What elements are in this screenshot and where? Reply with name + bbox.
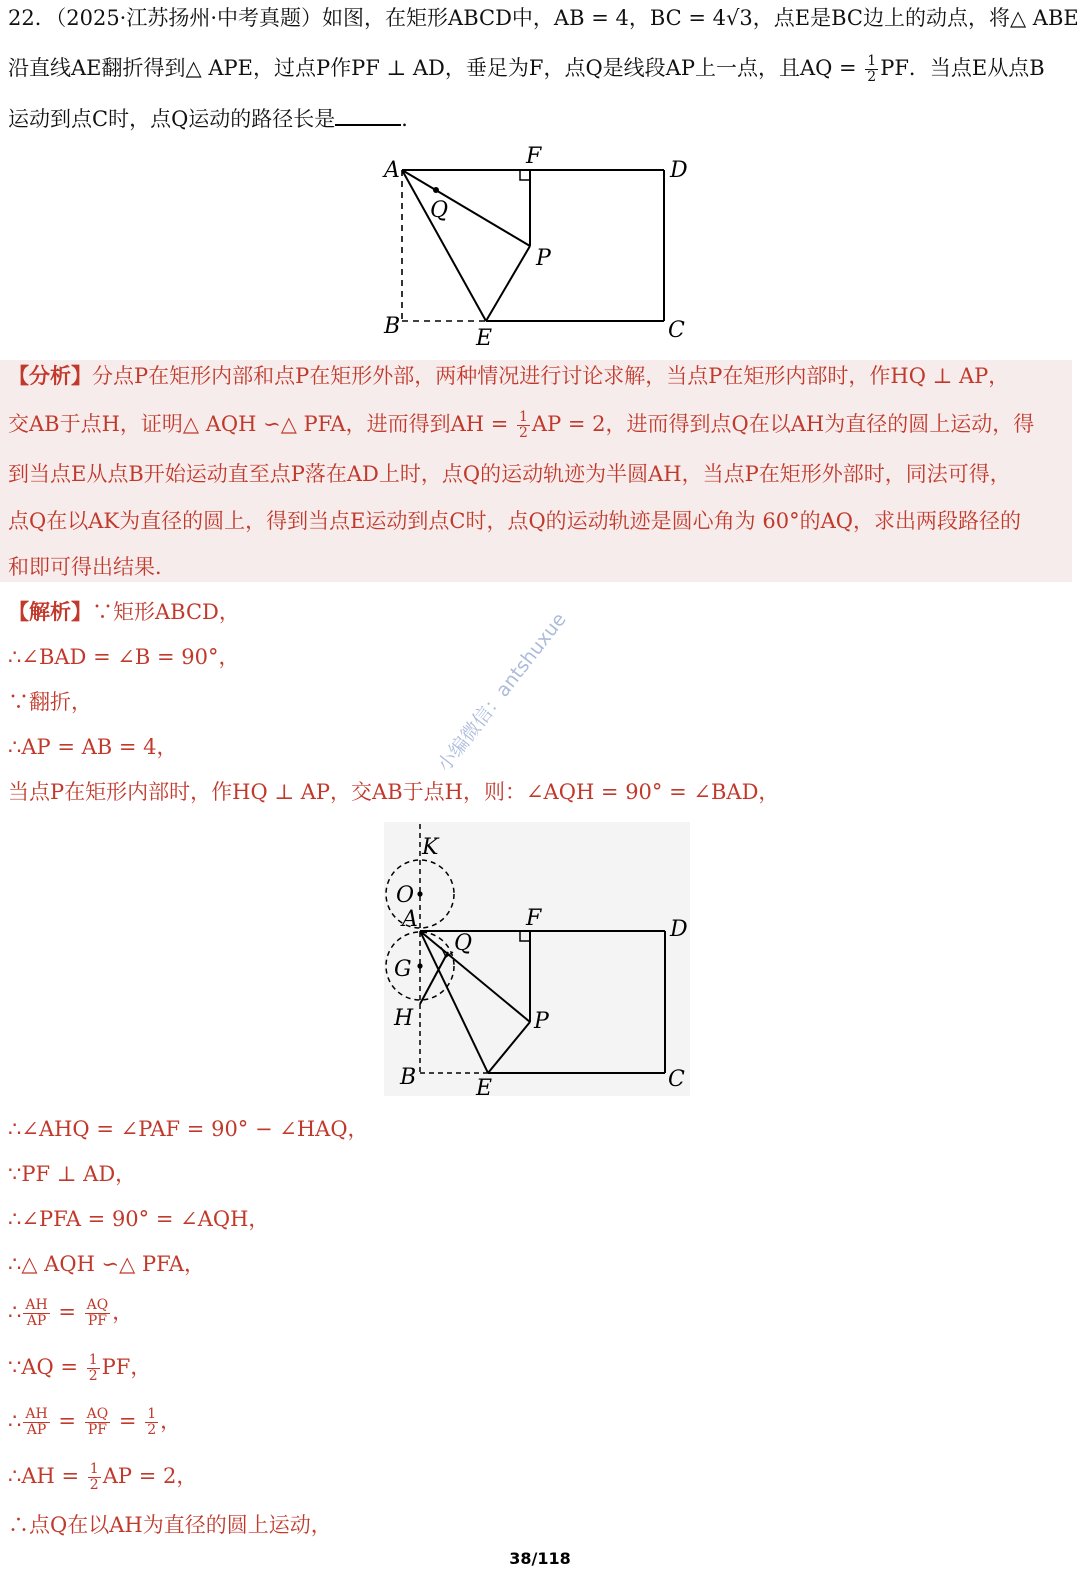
segment-AE: [402, 170, 486, 321]
point-G: [417, 963, 422, 968]
solution-line-11: ∵AQ = $\frac{1}{2}$ PF，: [8, 1352, 152, 1384]
fraction-AQ-PF-2: $\frac{AQ}{PF}$: [86, 1406, 109, 1438]
label-E: E: [476, 326, 493, 351]
solution-line-9: ∴△ AQH ∽△ PFA，: [8, 1252, 206, 1276]
fraction-AQ-PF: $\frac{AQ}{PF}$: [86, 1297, 109, 1329]
label-Q: Q: [430, 198, 449, 223]
solution-line-3: ∵翻折，: [8, 690, 92, 714]
label-D: D: [670, 917, 688, 942]
solution-line-6: ∴∠AHQ = ∠PAF = 90° − ∠HAQ，: [8, 1117, 369, 1141]
analysis-line-2: [8, 410, 1034, 441]
label-F: F: [526, 906, 542, 931]
analysis-line-1: [8, 362, 1009, 390]
label-O: O: [396, 883, 415, 908]
label-H: H: [394, 1006, 414, 1031]
solution-line-7: ∵PF ⊥ AD，: [8, 1162, 137, 1186]
segment-AP: [402, 170, 530, 246]
problem-text-2b: PF．当点E从点B: [880, 56, 1045, 80]
problem-text-3a: 运动到点C时，点Q运动的路径长是: [8, 107, 336, 131]
label-G: G: [394, 957, 412, 982]
answer-blank[interactable]: [335, 104, 401, 126]
solution-tag: 【解析】: [8, 599, 92, 624]
figure-1: [370, 145, 710, 355]
label-D: D: [670, 158, 688, 183]
fraction-half-3: $\frac{1}{2}$: [147, 1406, 157, 1438]
label-Q: Q: [454, 931, 473, 956]
solution-line-12: ∴ $\frac{AH}{AP}$ = $\frac{AQ}{PF}$ = $\frac{1}{2}$ ，: [8, 1406, 182, 1438]
page-number: 38/118: [509, 1549, 571, 1568]
label-A: A: [384, 158, 400, 183]
problem-number: 22．: [8, 6, 56, 30]
solution-line-10: ∴ $\frac{AH}{AP}$ = $\frac{AQ}{PF}$ ，: [8, 1297, 134, 1329]
label-P: P: [534, 1009, 549, 1034]
solution-line-8: ∴∠PFA = 90° = ∠AQH，: [8, 1207, 270, 1231]
label-C: C: [668, 1067, 685, 1092]
analysis-text-2b: AP = 2，进而得到点Q在以AH为直径的圆上运动，得: [531, 412, 1035, 436]
solution-line-14: ∴点Q在以AH为直径的圆上运动，: [8, 1513, 332, 1537]
fraction-half-2: $\frac{1}{2}$: [88, 1352, 98, 1384]
problem-line-2: [8, 54, 1045, 85]
problem-line-1: [8, 4, 1079, 32]
solution-line-1: [8, 598, 240, 626]
label-P: P: [536, 246, 551, 271]
label-K: K: [422, 835, 439, 860]
solution-text-1: ∵矩形ABCD，: [92, 600, 240, 624]
problem-text-2a: 沿直线AE翻折得到△ APE，过点P作PF ⊥ AD，垂足为F，点Q是线段AP上一点，且AQ =: [8, 56, 864, 80]
watermark: 小编微信：antshuxue: [433, 608, 571, 777]
problem-text-1: 如图，在矩形ABCD中，AB = 4，BC = 4√3，点E是BC边上的动点，将△ ABE: [322, 6, 1079, 30]
problem-text-3b: ．: [401, 107, 423, 131]
figure-2: [384, 822, 690, 1096]
fraction-half: $\frac{1}{2}$: [867, 53, 877, 85]
analysis-line-3: 到当点E从点B开始运动直至点P落在AD上时，点Q的运动轨迹为半圆AH，当点P在矩形外部时，同法可得，: [8, 462, 1011, 486]
solution-line-2: ∴∠BAD = ∠B = 90°，: [8, 645, 240, 669]
label-C: C: [668, 318, 685, 343]
solution-line-4: ∴AP = AB = 4，: [8, 735, 178, 759]
analysis-line-4: 点Q在以AK为直径的圆上，得到当点E运动到点C时，点Q的运动轨迹是圆心角为 60°的AQ，求出两段路径的: [8, 509, 1021, 533]
fraction-AH-AP: $\frac{AH}{AP}$: [25, 1297, 48, 1329]
label-B: B: [400, 1065, 417, 1090]
fraction-AH-AP-2: $\frac{AH}{AP}$: [25, 1406, 48, 1438]
solution-line-13: ∴AH = $\frac{1}{2}$ AP = 2，: [8, 1461, 198, 1493]
analysis-tag: 【分析】: [8, 363, 92, 388]
analysis-text-2a: 交AB于点H，证明△ AQH ∽△ PFA，进而得到AH =: [8, 412, 515, 436]
label-F: F: [526, 145, 542, 169]
analysis-text-1: 分点P在矩形内部和点P在矩形外部，两种情况进行讨论求解，当点P在矩形内部时，作HQ ⊥ AP，: [92, 364, 1010, 388]
problem-line-3: [8, 104, 422, 133]
problem-source: （2025·江苏扬州·中考真题）: [55, 6, 323, 30]
right-angle-mark: [520, 170, 530, 180]
solution-line-5: 当点P在矩形内部时，作HQ ⊥ AP，交AB于点H，则：∠AQH = 90° = ∠BAD，: [8, 780, 780, 804]
label-E: E: [476, 1076, 493, 1096]
fraction-half-4: $\frac{1}{2}$: [89, 1461, 99, 1493]
point-Q: [433, 187, 439, 193]
label-A: A: [402, 907, 418, 932]
analysis-line-5: 和即可得出结果．: [8, 555, 176, 579]
analysis-fraction: $\frac{1}{2}$: [519, 409, 528, 441]
point-O: [417, 891, 422, 896]
label-B: B: [384, 314, 401, 339]
segment-EP: [486, 246, 530, 321]
